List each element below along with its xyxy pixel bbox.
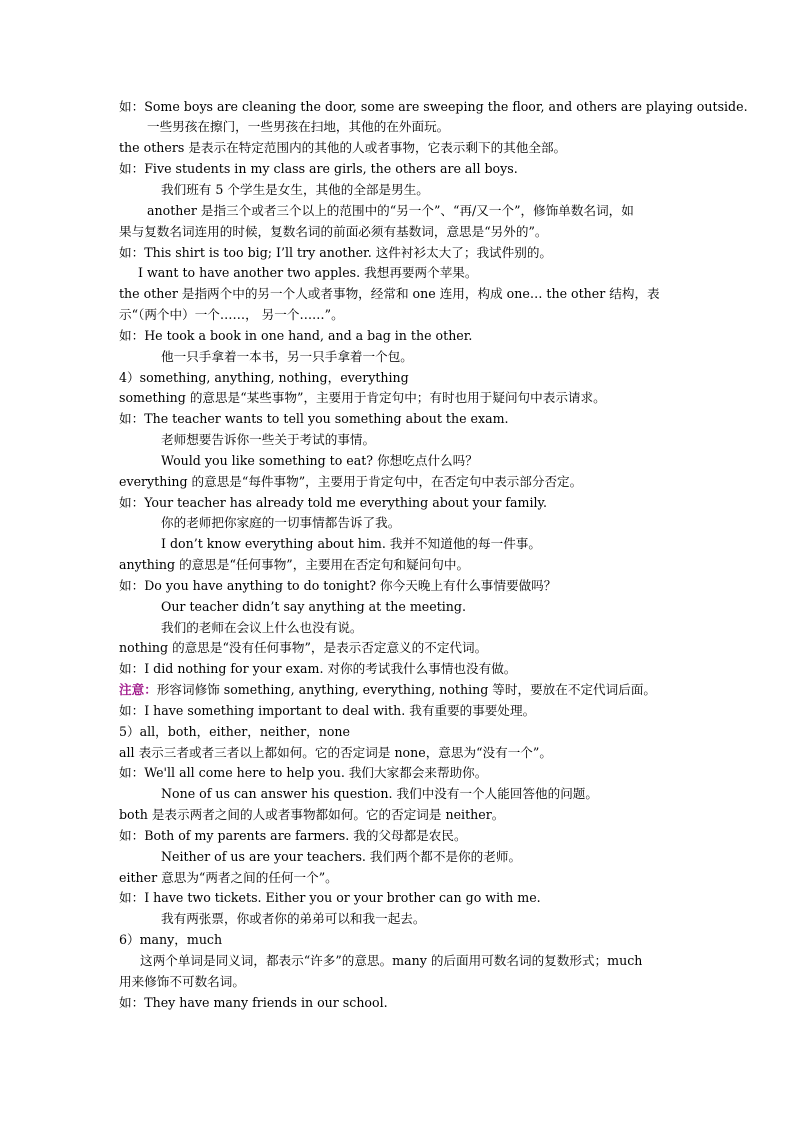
text-line-37: Neither of us are your teachers. 我们两个都不是你的老师。 bbox=[161, 849, 522, 864]
text-line-5: 我们班有 5 个学生是女生，其他的全部是男生。 bbox=[161, 182, 429, 197]
text-line-24: 如：Do you have anything to do tonight? 你今天晚上有什么事情要做吗？ bbox=[119, 578, 557, 593]
text-line-10: the other 是指两个中的另一个人或者事物，经常和 one 连用，构成 one… the other 结构，表 bbox=[119, 286, 660, 301]
text-line-25: Our teacher didn’t say anything at the meeting. bbox=[161, 599, 466, 614]
text-line-16: 如：The teacher wants to tell you something about the exam. bbox=[119, 411, 509, 426]
text-line-33: 如：We'll all come here to help you. 我们大家都会来帮助你。 bbox=[119, 765, 488, 780]
text-line-20: 如：Your teacher has already told me everything about your family. bbox=[119, 495, 548, 510]
text-line-2: 一些男孩在擦门，一些男孩在扫地，其他的在外面玩。 bbox=[147, 119, 450, 134]
text-line-11: 示“（两个中）一个……， 另一个……”。 bbox=[119, 307, 344, 322]
text-line-6: another 是指三个或者三个以上的范围中的“另一个”、“再/又一个”，修饰单数名词，如 bbox=[147, 203, 634, 218]
text-line-38: either 意思为“两者之间的任何一个”。 bbox=[119, 870, 338, 885]
text-line-18: Would you like something to eat? 你想吃点什么吗？ bbox=[161, 453, 478, 468]
text-line-34: None of us can answer his question. 我们中没有一个人能回答他的问题。 bbox=[161, 786, 598, 801]
text-line-40: 我有两张票，你或者你的弟弟可以和我一起去。 bbox=[161, 911, 426, 926]
text-line-8: 如：This shirt is too big; I’ll try another. 这件衬衫太大了；我试件别的。 bbox=[119, 245, 553, 260]
note-line bbox=[119, 682, 656, 698]
text-line-21: 你的老师把你家庭的一切事情都告诉了我。 bbox=[161, 515, 401, 530]
text-line-1: 如：Some boys are cleaning the door, some are sweeping the floor, and others are playing outside. bbox=[119, 99, 748, 114]
text-line-31: 5）all，both，either，neither，none bbox=[119, 724, 350, 739]
text-line-4: 如：Five students in my class are girls, the others are all boys. bbox=[119, 161, 518, 176]
text-line-9: I want to have another two apples. 我想再要两个苹果。 bbox=[138, 265, 478, 280]
text-line-26: 我们的老师在会议上什么也没有说。 bbox=[161, 620, 363, 635]
text-line-32: all 表示三者或者三者以上都如何。它的否定词是 none，意思为“没有一个”。 bbox=[119, 745, 552, 760]
text-line-15: something 的意思是“某些事物”，主要用于肯定句中；有时也用于疑问句中表示请求。 bbox=[119, 390, 606, 405]
text-line-30: 如：I have something important to deal with. 我有重要的事要处理。 bbox=[119, 703, 536, 718]
text-line-17: 老师想要告诉你一些关于考试的事情。 bbox=[161, 432, 376, 447]
text-line-35: both 是表示两者之间的人或者事物都如何。它的否定词是 neither。 bbox=[119, 807, 505, 822]
text-line-28: 如：I did nothing for your exam. 对你的考试我什么事情也没有做。 bbox=[119, 661, 517, 676]
text-line-36: 如：Both of my parents are farmers. 我的父母都是农民。 bbox=[119, 828, 467, 843]
text-line-7: 果与复数名词连用的时候，复数名词的前面必须有基数词，意思是“另外的”。 bbox=[119, 224, 548, 239]
note-label: 注意： bbox=[119, 682, 157, 697]
text-line-43: 用来修饰不可数名词。 bbox=[119, 974, 245, 989]
text-line-13: 他一只手拿着一本书，另一只手拿着一个包。 bbox=[161, 349, 413, 364]
text-line-44: 如：They have many friends in our school. bbox=[119, 995, 388, 1010]
text-line-23: anything 的意思是“任何事物”，主要用在否定句和疑问句中。 bbox=[119, 557, 470, 572]
text-line-22: I don’t know everything about him. 我并不知道他的每一件事。 bbox=[161, 536, 541, 551]
text-line-41: 6）many，much bbox=[119, 932, 223, 947]
note-text: 形容词修饰 something, anything, everything, nothing 等时，要放在不定代词后面。 bbox=[156, 682, 657, 697]
text-line-14: 4）something, anything, nothing，everything bbox=[119, 370, 409, 385]
text-line-39: 如：I have two tickets. Either you or your brother can go with me. bbox=[119, 890, 541, 905]
text-line-42: 这两个单词是同义词，都表示“许多”的意思。many 的后面用可数名词的复数形式；much bbox=[140, 953, 643, 968]
text-line-27: nothing 的意思是“没有任何事物”，是表示否定意义的不定代词。 bbox=[119, 640, 488, 655]
text-line-12: 如：He took a book in one hand, and a bag in the other. bbox=[119, 328, 473, 343]
text-line-19: everything 的意思是“每件事物”，主要用于肯定句中，在否定句中表示部分否定。 bbox=[119, 474, 583, 489]
text-line-3: the others 是表示在特定范围内的其他的人或者事物，它表示剩下的其他全部。 bbox=[119, 140, 567, 155]
